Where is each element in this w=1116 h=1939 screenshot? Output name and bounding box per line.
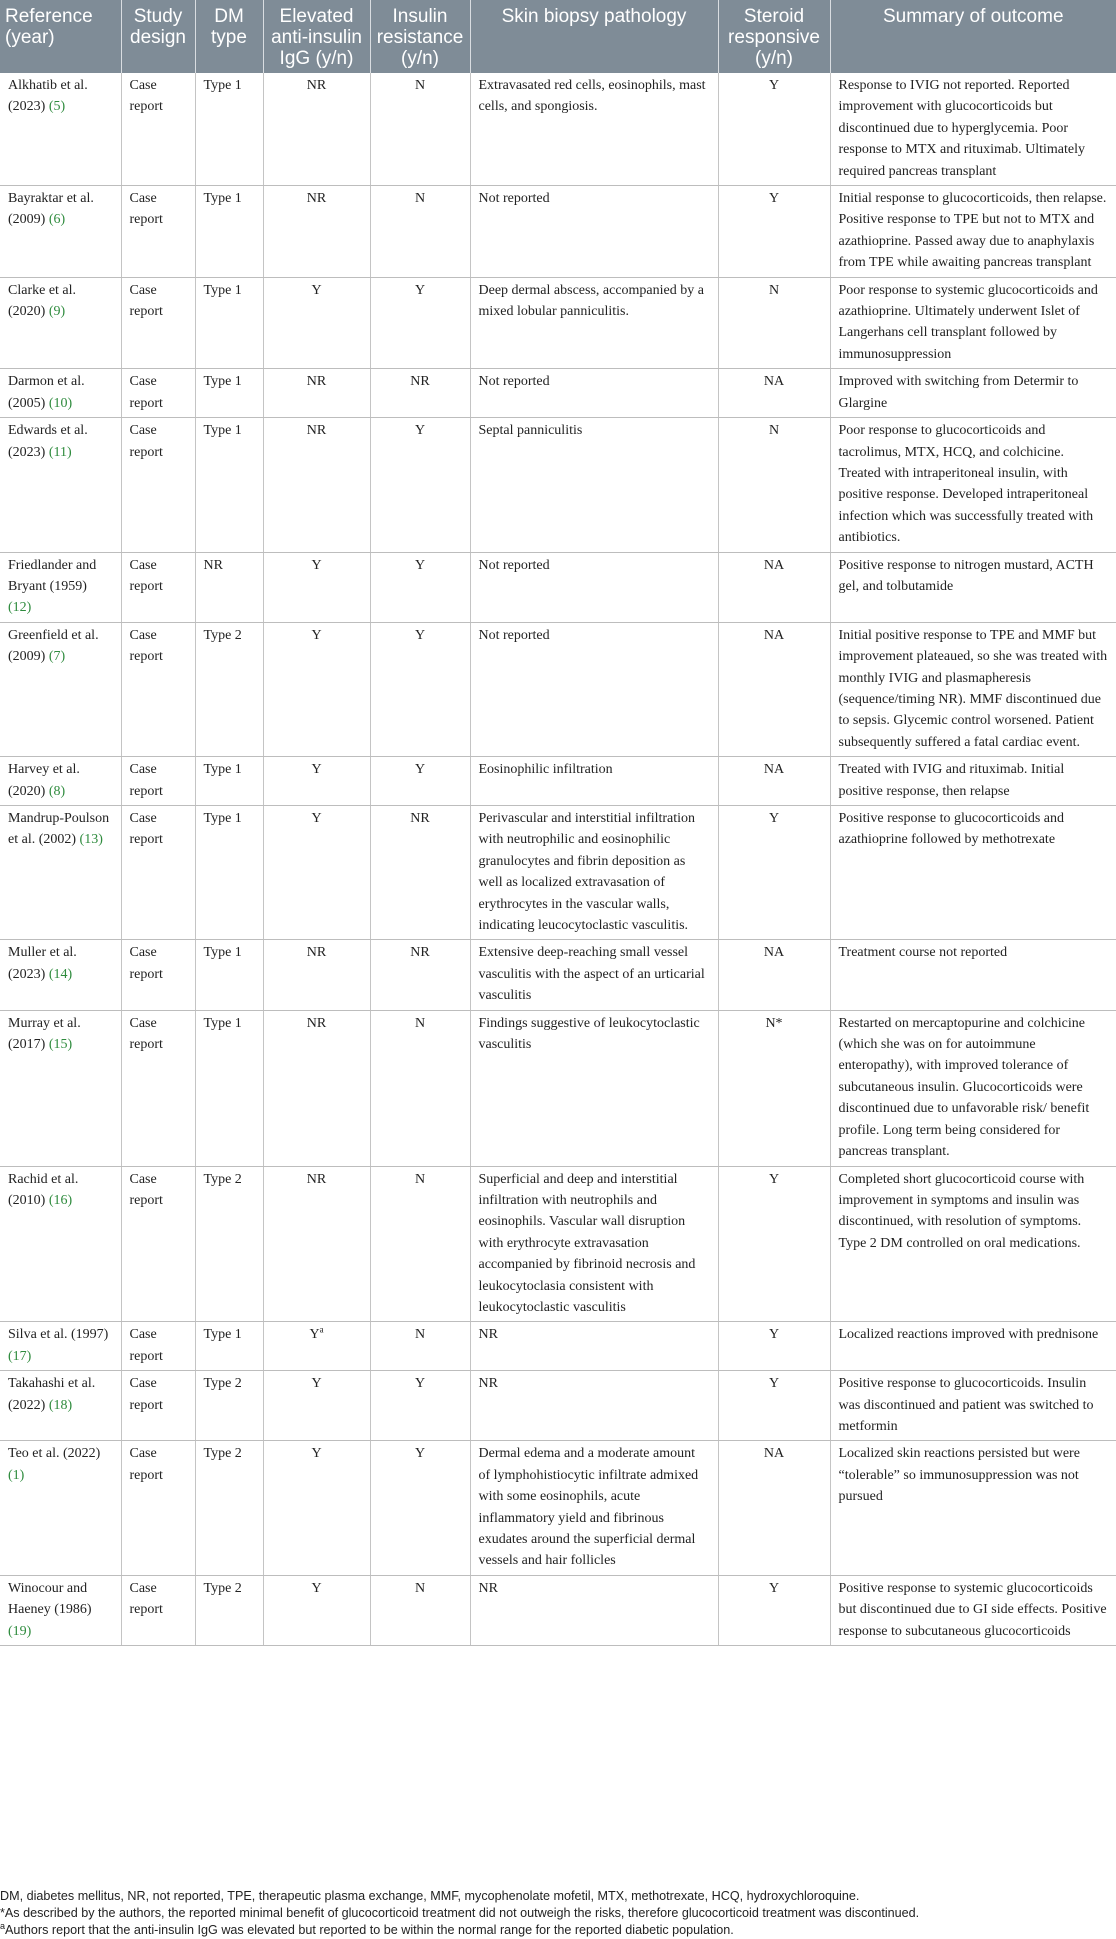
reference-text: Mandrup-Poulson et al. (2002) [8, 811, 110, 848]
skin-biopsy-cell: Eosinophilic infiltration [470, 757, 718, 806]
study-design-cell: Case report [121, 1010, 195, 1166]
dm-type-cell: Type 1 [195, 73, 263, 186]
steroid-responsive-cell: Y [718, 1371, 830, 1441]
insulin-resistance-cell: Y [370, 418, 470, 552]
table-row [0, 73, 1116, 186]
reference-cell [0, 1371, 121, 1441]
insulin-resistance-cell: N [370, 73, 470, 186]
footnote-marker-a: a [319, 1324, 324, 1335]
study-design-cell: Case report [121, 369, 195, 418]
study-design-cell: Case report [121, 940, 195, 1010]
steroid-responsive-cell: N* [718, 1010, 830, 1166]
reference-text: Winocour and Haeney (1986) [8, 1580, 92, 1618]
study-design-cell: Case report [121, 806, 195, 940]
dm-type-cell: Type 2 [195, 1371, 263, 1441]
header-study-design: Study design [121, 0, 195, 73]
reference-cell [0, 806, 121, 940]
anti-insulin-igg-cell [263, 622, 370, 756]
anti-insulin-igg-cell [263, 73, 370, 186]
anti-insulin-igg-cell [263, 1322, 370, 1371]
igg-value: Y [311, 762, 322, 778]
reference-cell [0, 552, 121, 622]
reference-cell [0, 1166, 121, 1322]
citation-link[interactable]: (16) [48, 1192, 73, 1208]
skin-biopsy-cell: NR [470, 1575, 718, 1645]
table-row [0, 369, 1116, 418]
table-footnotes [0, 1888, 1116, 1939]
citation-link[interactable]: (5) [48, 99, 66, 115]
table-row [0, 1575, 1116, 1645]
study-design-cell: Case report [121, 552, 195, 622]
igg-value: Y [311, 811, 322, 826]
anti-insulin-igg-cell [263, 1441, 370, 1575]
reference-text: Muller et al. (2023) [8, 945, 77, 982]
skin-biopsy-cell: Not reported [470, 186, 718, 278]
citation-link[interactable]: (12) [8, 600, 32, 616]
anti-insulin-igg-cell [263, 757, 370, 806]
superscript-a-footnote [0, 1922, 1116, 1939]
insulin-resistance-cell: N [370, 186, 470, 278]
insulin-resistance-cell: Y [370, 552, 470, 622]
study-design-cell: Case report [121, 73, 195, 186]
table-row [0, 1441, 1116, 1575]
insulin-resistance-cell: Y [370, 622, 470, 756]
outcome-summary-cell: Positive response to glucocorticoids and azathioprine followed by methotrexate [830, 806, 1116, 940]
header-insulin-resistance: Insulin resistance (y/n) [370, 0, 470, 73]
table-row [0, 552, 1116, 622]
dm-type-cell: Type 2 [195, 1575, 263, 1645]
reference-text: Silva et al. (1997) [8, 1327, 109, 1343]
header-dm-type: DM type [195, 0, 263, 73]
steroid-responsive-cell: Y [718, 73, 830, 186]
insulin-resistance-cell: Y [370, 757, 470, 806]
insulin-resistance-cell: NR [370, 369, 470, 418]
skin-biopsy-cell: Not reported [470, 552, 718, 622]
reference-cell [0, 186, 121, 278]
dm-type-cell: Type 2 [195, 1166, 263, 1322]
reference-text: Alkhatib et al. (2023) [8, 78, 88, 115]
insulin-resistance-cell: NR [370, 806, 470, 940]
reference-cell [0, 757, 121, 806]
citation-link[interactable]: (14) [48, 966, 73, 982]
igg-value: NR [306, 945, 327, 961]
table-row [0, 1371, 1116, 1441]
igg-value: NR [306, 1171, 327, 1187]
anti-insulin-igg-cell [263, 277, 370, 369]
reference-text: Bayraktar et al. (2009) [8, 191, 94, 228]
skin-biopsy-cell: Not reported [470, 622, 718, 756]
citation-link[interactable]: (19) [8, 1623, 32, 1639]
header-steroid-responsive: Steroid responsive (y/n) [718, 0, 830, 73]
insulin-resistance-cell: N [370, 1575, 470, 1645]
steroid-responsive-cell: Y [718, 1575, 830, 1645]
outcome-summary-cell: Initial response to glucocorticoids, then relapse. Positive response to TPE but not to MTX and azathioprine. Passed away due to anaphylaxis from TPE while awaiting pancreas transplant [830, 186, 1116, 278]
table-row [0, 940, 1116, 1010]
skin-biopsy-cell: Deep dermal abscess, accompanied by a mixed lobular panniculitis. [470, 277, 718, 369]
outcome-summary-cell: Response to IVIG not reported. Reported improvement with glucocorticoids but discontinued due to hyperglycemia. Poor response to MTX and rituximab. Ultimately required pancreas transplant [830, 73, 1116, 186]
citation-link[interactable]: (1) [8, 1467, 25, 1483]
anti-insulin-igg-cell [263, 552, 370, 622]
table-row [0, 1166, 1116, 1322]
reference-text: Takahashi et al. (2022) [8, 1376, 96, 1413]
outcome-summary-cell: Positive response to nitrogen mustard, ACTH gel, and tolbutamide [830, 552, 1116, 622]
citation-link[interactable]: (8) [48, 783, 66, 799]
anti-insulin-igg-cell [263, 1010, 370, 1166]
footnote-a-text: Authors report that the anti-insulin IgG was elevated but reported to be within the normal range for the reported diabetic population. [5, 1923, 734, 1937]
reference-text: Friedlander and Bryant (1959) [8, 557, 97, 594]
skin-biopsy-cell: Findings suggestive of leukocytoclastic vasculitis [470, 1010, 718, 1166]
igg-value: Y [309, 1327, 320, 1343]
skin-biopsy-cell: Extravasated red cells, eosinophils, mast cells, and spongiosis. [470, 73, 718, 186]
study-design-cell: Case report [121, 1371, 195, 1441]
igg-value: Y [311, 1376, 322, 1392]
steroid-responsive-cell: Y [718, 1166, 830, 1322]
reference-cell [0, 369, 121, 418]
anti-insulin-igg-cell [263, 806, 370, 940]
steroid-responsive-cell: N [718, 418, 830, 552]
steroid-responsive-cell: Y [718, 806, 830, 940]
igg-value: NR [306, 423, 327, 439]
outcome-summary-cell: Initial positive response to TPE and MMF but improvement plateaued, so she was treated with monthly IVIG and plasmapheresis (sequence/timing NR). MMF discontinued due to sepsis. Glycemic control worsened. Patient subsequently suffered a fatal cardiac event. [830, 622, 1116, 756]
steroid-responsive-cell: NA [718, 622, 830, 756]
anti-insulin-igg-cell [263, 940, 370, 1010]
reference-text: Harvey et al. (2020) [8, 762, 80, 799]
outcome-summary-cell: Positive response to glucocorticoids. Insulin was discontinued and patient was switched to metformin [830, 1371, 1116, 1441]
reference-text: Clarke et al. (2020) [8, 282, 77, 320]
header-summary-outcome: Summary of outcome [830, 0, 1116, 73]
table-row [0, 757, 1116, 806]
study-design-cell: Case report [121, 1575, 195, 1645]
citation-link[interactable]: (13) [79, 832, 103, 848]
reference-cell [0, 73, 121, 186]
reference-text: Greenfield et al. (2009) [8, 627, 99, 665]
outcome-summary-cell: Localized reactions improved with prednisone [830, 1322, 1116, 1371]
steroid-responsive-cell: Y [718, 1322, 830, 1371]
reference-cell [0, 1322, 121, 1371]
study-design-cell: Case report [121, 277, 195, 369]
insulin-resistance-cell: Y [370, 277, 470, 369]
table-row [0, 418, 1116, 552]
outcome-summary-cell: Improved with switching from Determir to Glargine [830, 369, 1116, 418]
steroid-responsive-cell: Y [718, 186, 830, 278]
table-row [0, 186, 1116, 278]
skin-biopsy-cell: Septal panniculitis [470, 418, 718, 552]
reference-cell [0, 940, 121, 1010]
table-row [0, 622, 1116, 756]
steroid-responsive-cell: N [718, 277, 830, 369]
table-row [0, 277, 1116, 369]
igg-value: NR [306, 374, 327, 390]
dm-type-cell: Type 1 [195, 277, 263, 369]
skin-biopsy-cell: Extensive deep-reaching small vessel vasculitis with the aspect of an urticarial vasculitis [470, 940, 718, 1010]
footnote-marker-a: a [0, 1920, 6, 1931]
outcome-summary-cell: Treated with IVIG and rituximab. Initial positive response, then relapse [830, 757, 1116, 806]
table-header-row [0, 0, 1116, 73]
reference-cell [0, 1010, 121, 1166]
reference-cell [0, 418, 121, 552]
steroid-responsive-cell: NA [718, 757, 830, 806]
abbreviations-footnote: DM, diabetes mellitus, NR, not reported, TPE, therapeutic plasma exchange, MMF, mycophenolate mofetil, MTX, methotrexate, HCQ, hydroxychloroquine. [0, 1889, 860, 1903]
dm-type-cell: Type 1 [195, 1010, 263, 1166]
skin-biopsy-cell: NR [470, 1322, 718, 1371]
igg-value: Y [311, 557, 322, 573]
anti-insulin-igg-cell [263, 418, 370, 552]
study-design-cell: Case report [121, 1322, 195, 1371]
outcome-summary-cell: Localized skin reactions persisted but were “tolerable” so immunosuppression was not pursued [830, 1441, 1116, 1575]
reference-cell [0, 1575, 121, 1645]
table-row [0, 1010, 1116, 1166]
study-design-cell: Case report [121, 186, 195, 278]
study-design-cell: Case report [121, 1441, 195, 1575]
header-skin-biopsy: Skin biopsy pathology [470, 0, 718, 73]
dm-type-cell: Type 1 [195, 418, 263, 552]
reference-cell [0, 1441, 121, 1575]
outcome-summary-cell: Completed short glucocorticoid course with improvement in symptoms and insulin was discontinued, with resolution of symptoms. Type 2 DM controlled on oral medications. [830, 1166, 1116, 1322]
anti-insulin-igg-cell [263, 186, 370, 278]
skin-biopsy-cell: NR [470, 1371, 718, 1441]
insulin-resistance-cell: Y [370, 1441, 470, 1575]
outcome-summary-cell: Poor response to glucocorticoids and tacrolimus, MTX, HCQ, and colchicine. Treated with intraperitoneal insulin, with positive response. Developed intraperitoneal infection which was successfully treated with antibiotics. [830, 418, 1116, 552]
anti-insulin-igg-cell [263, 369, 370, 418]
steroid-responsive-cell: NA [718, 1441, 830, 1575]
citation-link[interactable]: (18) [48, 1397, 73, 1413]
outcome-summary-cell: Treatment course not reported [830, 940, 1116, 1010]
outcome-summary-cell: Positive response to systemic glucocorticoids but discontinued due to GI side effects. Positive response to subcutaneous glucocorticoids [830, 1575, 1116, 1645]
dm-type-cell: Type 1 [195, 186, 263, 278]
skin-biopsy-cell: Not reported [470, 369, 718, 418]
reference-text: Darmon et al. (2005) [8, 374, 85, 411]
study-design-cell: Case report [121, 622, 195, 756]
igg-value: Y [311, 1446, 322, 1462]
igg-value: Y [311, 282, 322, 298]
header-reference: Reference (year) [0, 0, 121, 73]
anti-insulin-igg-cell [263, 1371, 370, 1441]
dm-type-cell: Type 1 [195, 369, 263, 418]
igg-value: NR [306, 1015, 327, 1031]
reference-cell [0, 277, 121, 369]
anti-insulin-igg-cell [263, 1166, 370, 1322]
study-design-cell: Case report [121, 757, 195, 806]
reference-cell [0, 622, 121, 756]
steroid-responsive-cell: NA [718, 940, 830, 1010]
citation-link[interactable]: (11) [48, 444, 72, 460]
citation-link[interactable]: (17) [8, 1348, 32, 1364]
table-row [0, 1322, 1116, 1371]
reference-text: Teo et al. (2022) [8, 1446, 101, 1462]
outcome-summary-cell: Poor response to systemic glucocorticoids and azathioprine. Ultimately underwent Islet of Langerhans cell transplant followed by immunosuppression [830, 277, 1116, 369]
dm-type-cell: NR [195, 552, 263, 622]
steroid-responsive-cell: NA [718, 552, 830, 622]
reference-text: Edwards et al. (2023) [8, 423, 88, 460]
dm-type-cell: Type 2 [195, 622, 263, 756]
citation-link[interactable]: (6) [48, 212, 66, 228]
skin-biopsy-cell: Superficial and deep and interstitial infiltration with neutrophils and eosinophils. Vascular wall disruption with erythrocyte extravasation accompanied by fibrinoid necrosis and leukocytoclasia consistent with leukocytoclastic vasculitis [470, 1166, 718, 1322]
igg-value: NR [306, 78, 327, 93]
reference-text: Rachid et al. (2010) [8, 1171, 79, 1208]
insulin-resistance-cell: N [370, 1166, 470, 1322]
study-design-cell: Case report [121, 1166, 195, 1322]
citation-link[interactable]: (10) [48, 395, 73, 411]
igg-value: Y [311, 627, 322, 643]
header-anti-insulin-igg: Elevated anti-insulin IgG (y/n) [263, 0, 370, 73]
igg-value: Y [311, 1580, 322, 1596]
igg-value: NR [306, 191, 327, 207]
skin-biopsy-cell: Perivascular and interstitial infiltration with neutrophilic and eosinophilic granulocytes and fibrin deposition as well as localized extravasation of erythrocytes in the vascular walls, indicating leucocytoclastic vasculitis. [470, 806, 718, 940]
dm-type-cell: Type 2 [195, 1441, 263, 1575]
skin-biopsy-cell: Dermal edema and a moderate amount of lymphohistiocytic infiltrate admixed with some eosinophils, acute inflammatory yield and fibrinous exudates around the superficial dermal vessels and hair follicles [470, 1441, 718, 1575]
outcome-summary-cell: Restarted on mercaptopurine and colchicine (which she was on for autoimmune enteropathy), with improved tolerance of subcutaneous insulin. Glucocorticoids were discontinued due to unfavorable risk/ benefit profile. Long term being considered for pancreas transplant. [830, 1010, 1116, 1166]
dm-type-cell: Type 1 [195, 1322, 263, 1371]
insulin-resistance-cell: N [370, 1322, 470, 1371]
anti-insulin-igg-cell [263, 1575, 370, 1645]
citation-link[interactable]: (15) [48, 1037, 73, 1053]
dm-type-cell: Type 1 [195, 940, 263, 1010]
reference-text: Murray et al. (2017) [8, 1015, 81, 1053]
insulin-resistance-cell: Y [370, 1371, 470, 1441]
steroid-responsive-cell: NA [718, 369, 830, 418]
insulin-resistance-cell: N [370, 1010, 470, 1166]
table-row [0, 806, 1116, 940]
dm-type-cell: Type 1 [195, 757, 263, 806]
study-design-cell: Case report [121, 418, 195, 552]
asterisk-footnote: *As described by the authors, the reported minimal benefit of glucocorticoid treatment did not outweigh the risks, therefore glucocorticoid treatment was discontinued. [0, 1906, 920, 1920]
dm-type-cell: Type 1 [195, 806, 263, 940]
insulin-resistance-cell: NR [370, 940, 470, 1010]
citation-link[interactable]: (9) [48, 304, 66, 320]
citation-link[interactable]: (7) [48, 649, 66, 665]
